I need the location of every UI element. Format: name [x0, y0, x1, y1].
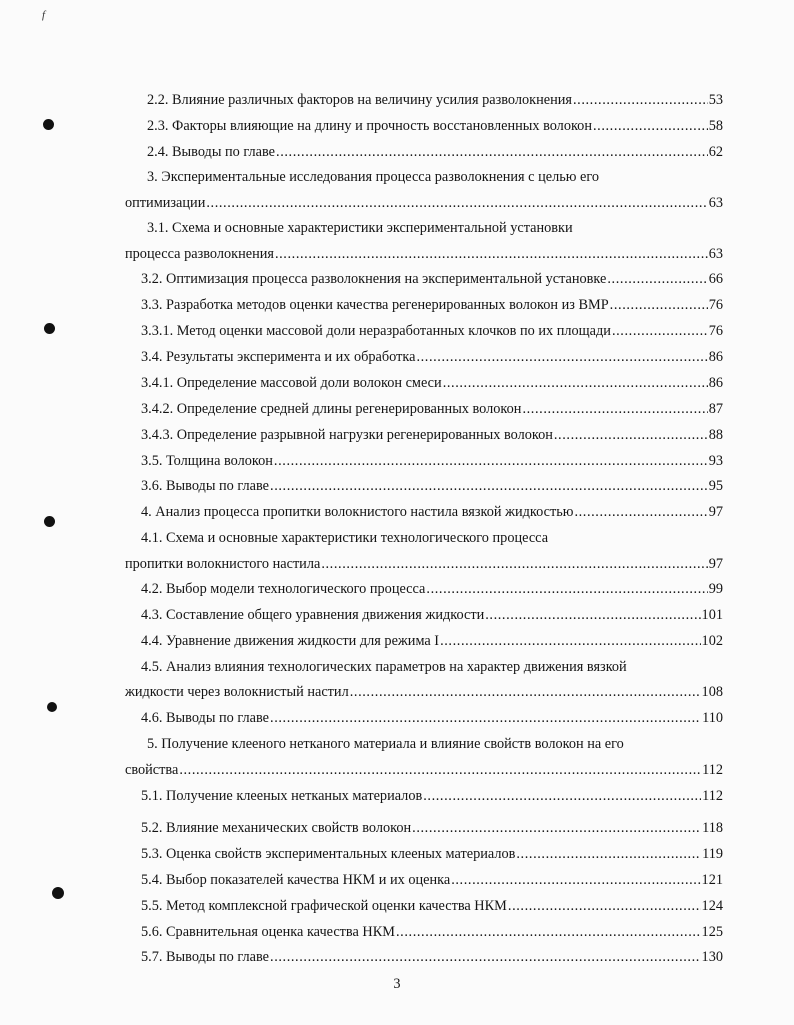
toc-entry[interactable]: 3.4.1. Определение массовой доли волокон смеси ..... 86 [141, 374, 723, 392]
toc-entry-continuation[interactable]: свойства ..... 112 [125, 761, 723, 779]
toc-entry[interactable]: 5.2. Влияние механических свойств волокон ..... 118 [141, 819, 723, 837]
toc-entry[interactable]: 4.3. Составление общего уравнения движения жидкости ..... 101 [141, 606, 723, 624]
toc-entry[interactable]: 5.6. Сравнительная оценка качества НКМ ..... 125 [141, 923, 723, 941]
toc-entry[interactable]: 5.4. Выбор показателей качества НКМ и их оценка ..... 121 [141, 871, 723, 889]
toc-entry-continuation[interactable]: оптимизации ..... 63 [125, 194, 723, 212]
toc-entry[interactable]: 3.6. Выводы по главе ..... 95 [141, 477, 723, 495]
punch-hole-mark [44, 516, 55, 527]
toc-entry-first-line[interactable]: 5. Получение клееного нетканого материала и влияние свойств волокон на его [147, 736, 624, 752]
toc-entry-first-line[interactable]: 4.1. Схема и основные характеристики технологического процесса [141, 530, 549, 546]
toc-entry[interactable]: 5.7. Выводы по главе ..... 130 [141, 948, 723, 966]
toc-entry-first-line[interactable]: 3.1. Схема и основные характеристики экспериментальной установки [147, 220, 573, 236]
punch-hole-mark [43, 119, 54, 130]
toc-entry[interactable]: 4.4. Уравнение движения жидкости для режима I ..... 102 [141, 632, 723, 650]
toc-entry[interactable]: 5.5. Метод комплексной графической оценки качества НКМ ..... 124 [141, 897, 723, 915]
page-number: 3 [393, 976, 401, 992]
toc-entry[interactable]: 3.4.3. Определение разрывной нагрузки регенерированных волокон ..... 88 [141, 426, 723, 444]
toc-entry[interactable]: 3.5. Толщина волокон ..... 93 [141, 452, 723, 470]
toc-entry[interactable]: 3.4.2. Определение средней длины регенерированных волокон ..... 87 [141, 400, 723, 418]
toc-entry[interactable]: 3.3. Разработка методов оценки качества регенерированных волокон из ВМР ..... 76 [141, 296, 723, 314]
toc-entry[interactable]: 5.1. Получение клееных нетканых материалов ..... 112 [141, 787, 723, 805]
punch-hole-mark [47, 702, 57, 712]
toc-entry[interactable]: 2.2. Влияние различных факторов на величину усилия разволокнения ..... 53 [147, 91, 723, 109]
toc-entry[interactable]: 3.2. Оптимизация процесса разволокнения на экспериментальной установке ..... 66 [141, 270, 723, 288]
toc-entry[interactable]: 4.2. Выбор модели технологического процесса ..... 99 [141, 580, 723, 598]
toc-entry-continuation[interactable]: жидкости через волокнистый настил ..... 108 [125, 683, 723, 701]
toc-entry[interactable]: 4.6. Выводы по главе ..... 110 [141, 709, 723, 727]
toc-entry-continuation[interactable]: пропитки волокнистого настила ..... 97 [125, 555, 723, 573]
punch-hole-mark [52, 887, 64, 899]
toc-entry-continuation[interactable]: процесса разволокнения ..... 63 [125, 245, 723, 263]
toc-entry[interactable]: 5.3. Оценка свойств экспериментальных клееных материалов ..... 119 [141, 845, 723, 863]
toc-entry[interactable]: 3.4. Результаты эксперимента и их обработка ..... 86 [141, 348, 723, 366]
corner-mark: f [42, 9, 46, 21]
toc-entry-first-line[interactable]: 3. Экспериментальные исследования процесса разволокнения с целью его [147, 169, 599, 185]
toc-entry[interactable]: 3.3.1. Метод оценки массовой доли неразработанных клочков по их площади ..... 76 [141, 322, 723, 340]
toc-entry[interactable]: 2.4. Выводы по главе ..... 62 [147, 143, 723, 161]
toc-entry[interactable]: 4. Анализ процесса пропитки волокнистого настила вязкой жидкостью ..... 97 [141, 503, 723, 521]
toc-entry-first-line[interactable]: 4.5. Анализ влияния технологических параметров на характер движения вязкой [141, 659, 627, 675]
toc-entry[interactable]: 2.3. Факторы влияющие на длину и прочность восстановленных волокон ..... 58 [147, 117, 723, 135]
punch-hole-mark [44, 323, 55, 334]
